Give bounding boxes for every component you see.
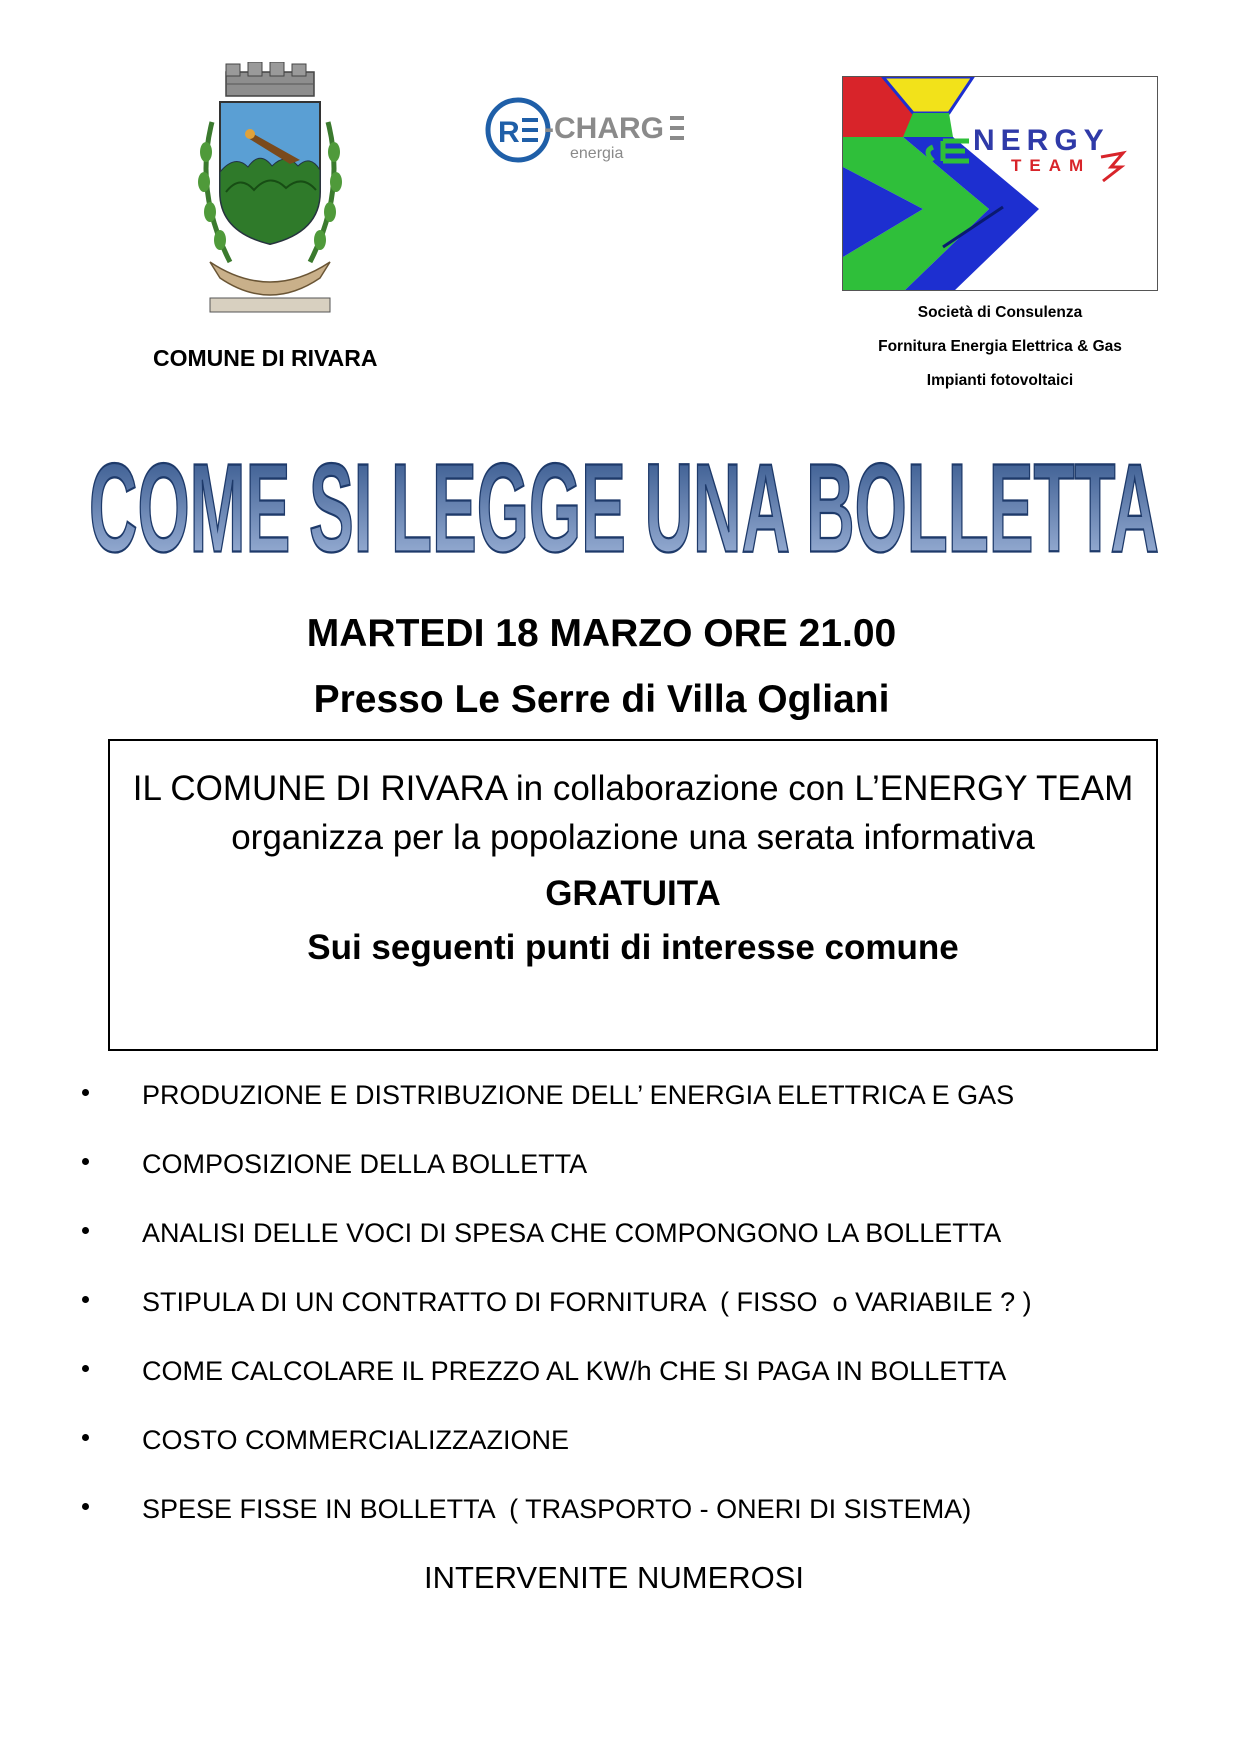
company-description — [842, 301, 1158, 403]
topic-text: COSTO COMMERCIALIZZAZIONE — [142, 1425, 570, 1455]
list-item — [80, 1491, 1180, 1560]
topic-text: SPESE FISSE IN BOLLETTA ( TRASPORTO - ONERI DI SISTEMA) — [142, 1494, 972, 1524]
crown-icon — [226, 62, 314, 96]
list-item — [80, 1422, 1180, 1491]
topic-text: COMPOSIZIONE DELLA BOLLETTA — [142, 1149, 588, 1179]
company-line-3: Impianti fotovoltaici — [926, 372, 1074, 389]
info-box — [108, 739, 1158, 1051]
bullet-icon — [82, 1158, 89, 1165]
title-wordart — [62, 425, 1187, 575]
closing-text: INTERVENITE NUMEROSI — [423, 1560, 805, 1595]
event-place: Presso Le Serre di Villa Ogliani — [313, 678, 890, 721]
team-word: TEAM — [1011, 156, 1092, 175]
energy-word: NERGY — [973, 124, 1110, 157]
energy-team-logo — [842, 76, 1158, 291]
bullet-icon — [82, 1296, 89, 1303]
recharge-brand-text: -CHARG — [544, 112, 664, 145]
recharge-logo — [482, 96, 702, 168]
list-item — [80, 1353, 1180, 1422]
bullet-icon — [82, 1503, 89, 1510]
topic-text: COME CALCOLARE IL PREZZO AL KW/h CHE SI PAGA IN BOLLETTA — [142, 1356, 1007, 1386]
bullet-icon — [82, 1434, 89, 1441]
bullet-icon — [82, 1227, 89, 1234]
info-text: IL COMUNE DI RIVARA in collaborazione con L’ENERGY TEAM organizza per la popolazione una serata informativa — [132, 769, 1134, 857]
topic-text: ANALISI DELLE VOCI DI SPESA CHE COMPONGONO LA BOLLETTA — [142, 1218, 1002, 1248]
topics-list — [80, 1077, 1180, 1560]
bullet-icon — [82, 1089, 89, 1096]
recharge-sub-text: energia — [570, 145, 624, 162]
info-subtitle: Sui seguenti punti di interesse comune — [307, 928, 959, 967]
comune-crest-logo — [190, 62, 350, 320]
comune-label: COMUNE DI RIVARA — [153, 345, 378, 371]
list-item — [80, 1215, 1180, 1284]
list-item — [80, 1146, 1180, 1215]
list-item — [80, 1284, 1180, 1353]
company-line-1: Società di Consulenza — [917, 304, 1083, 321]
bullet-icon — [82, 1365, 89, 1372]
topic-text: PRODUZIONE E DISTRIBUZIONE DELL’ ENERGIA ELETTRICA E GAS — [142, 1080, 1015, 1110]
info-free-label: GRATUITA — [545, 874, 721, 913]
topic-text: STIPULA DI UN CONTRATTO DI FORNITURA ( FISSO o VARIABILE ? ) — [142, 1287, 1032, 1317]
recharge-main-letter: R — [498, 116, 520, 149]
list-item — [80, 1077, 1180, 1146]
event-date: MARTEDI 18 MARZO ORE 21.00 — [306, 612, 897, 655]
company-line-2: Fornitura Energia Elettrica & Gas — [878, 338, 1122, 355]
main-title: COME SI LEGGE UNA BOLLETTA — [89, 438, 1160, 575]
